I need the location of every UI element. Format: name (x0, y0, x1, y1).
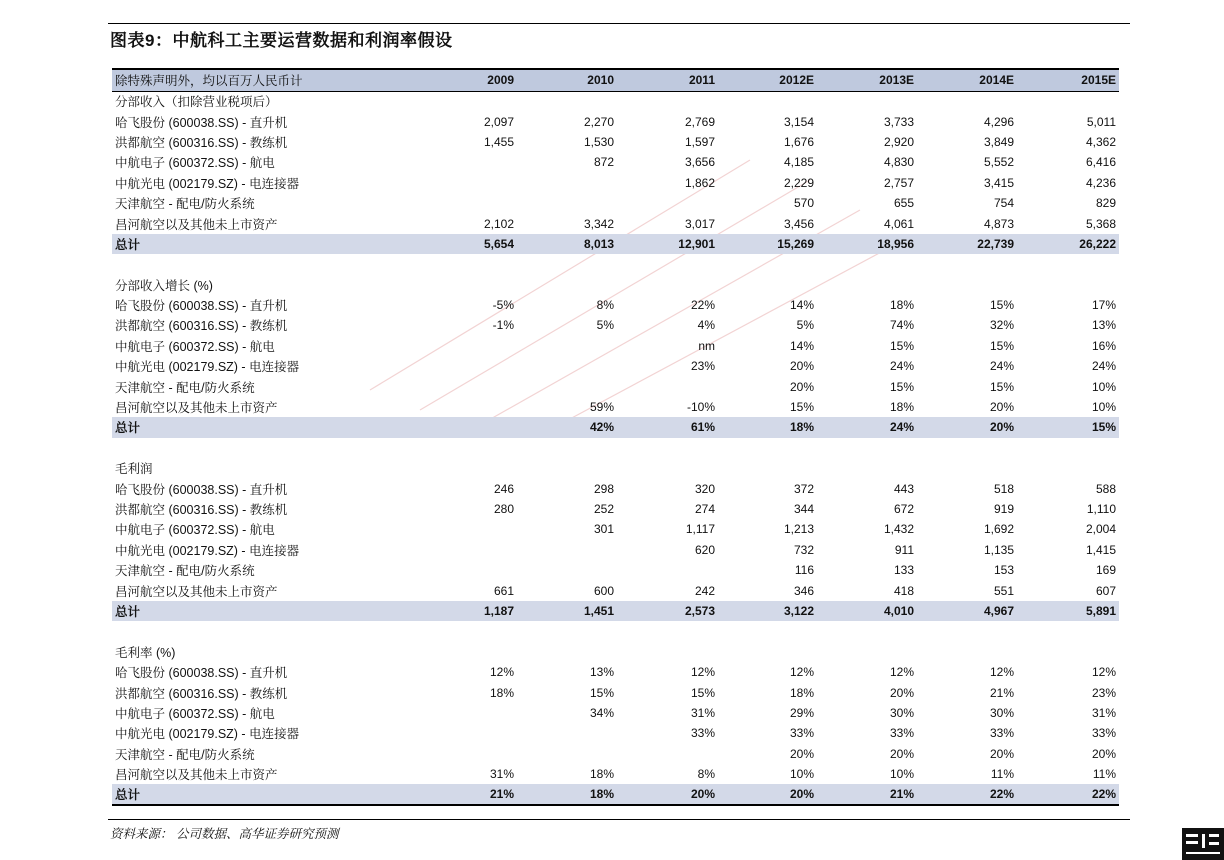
value-cell: 301 (593, 522, 614, 537)
value-cell: 8% (697, 767, 715, 782)
total-value-cell: 24% (889, 420, 914, 435)
total-value-cell: 4,010 (883, 603, 914, 618)
value-cell: 20% (1091, 746, 1116, 761)
value-cell: 10% (1091, 379, 1116, 394)
total-value-cell: 61% (690, 420, 715, 435)
value-cell (412, 723, 517, 743)
total-row (112, 784, 1119, 804)
value-cell: 1,597 (684, 134, 715, 149)
value-cell: 872 (593, 155, 614, 170)
row-label: 中航光电 (002179.SZ) - 电连接器 (115, 543, 300, 558)
section-spacer (112, 254, 1119, 274)
value-cell: -10% (686, 400, 715, 415)
value-cell: 133 (893, 563, 914, 578)
value-cell: 320 (694, 481, 715, 496)
value-cell: 20% (989, 746, 1014, 761)
table-row (112, 478, 1119, 498)
header-year: 2015E (1017, 69, 1119, 91)
value-cell: 24% (889, 359, 914, 374)
value-cell: 20% (789, 359, 814, 374)
total-value-cell: 5,654 (483, 236, 514, 251)
table-header-row (112, 69, 1119, 91)
value-cell: 20% (889, 746, 914, 761)
value-cell: 1,110 (1086, 502, 1116, 516)
value-cell: 11% (990, 767, 1014, 782)
value-cell (412, 376, 517, 396)
value-cell: 4,236 (1085, 175, 1116, 190)
value-cell: 18% (889, 400, 914, 415)
value-cell (412, 336, 517, 356)
value-cell: 4% (697, 318, 715, 333)
value-cell: 661 (493, 583, 514, 598)
total-value-cell: 22% (917, 784, 1017, 804)
value-cell: 3,154 (783, 114, 814, 129)
value-cell: 20% (989, 400, 1014, 415)
value-cell: 22% (690, 298, 715, 313)
spacer-cell (112, 438, 1119, 458)
value-cell: 1,117 (685, 522, 715, 537)
corner-logo-icon (1182, 818, 1224, 860)
value-cell: 18% (789, 685, 814, 700)
row-label: 哈飞股份 (600038.SS) - 直升机 (115, 482, 288, 497)
value-cell: 346 (793, 583, 814, 598)
section-title-row (112, 642, 1119, 662)
table-row (112, 744, 1119, 764)
table-row (112, 764, 1119, 784)
total-value-cell: 26,222 (1079, 236, 1116, 251)
total-value-cell: 18% (517, 784, 617, 804)
total-value-cell: 21% (412, 784, 517, 804)
value-cell: 3,733 (883, 114, 914, 129)
value-cell: 24% (1091, 359, 1116, 374)
total-value-cell: 1,451 (583, 603, 614, 618)
value-cell: 32% (989, 318, 1014, 333)
value-cell (412, 519, 517, 539)
total-label: 总计 (115, 604, 141, 619)
bottom-rule (108, 819, 1130, 820)
value-cell: 169 (1095, 563, 1116, 578)
value-cell (412, 356, 517, 376)
value-cell: 23% (1091, 685, 1116, 700)
value-cell: 12% (489, 665, 514, 680)
row-label: 中航电子 (600372.SS) - 航电 (115, 523, 275, 538)
table-row (112, 580, 1119, 600)
table-row (112, 193, 1119, 213)
table-row (112, 173, 1119, 193)
total-row (112, 234, 1119, 254)
total-value-cell: 1,187 (483, 603, 514, 618)
value-cell: 10% (889, 767, 914, 782)
section-spacer (112, 621, 1119, 641)
total-value-cell: 8,013 (583, 236, 614, 251)
value-cell: 21% (989, 685, 1014, 700)
value-cell: 20% (889, 685, 914, 700)
row-label: 洪都航空 (600316.SS) - 教练机 (115, 686, 288, 701)
value-cell: 919 (993, 502, 1014, 516)
table-row (112, 723, 1119, 743)
row-label: 天津航空 - 配电/防火系统 (115, 564, 255, 579)
value-cell: 33% (1091, 726, 1116, 741)
row-label: 哈飞股份 (600038.SS) - 直升机 (115, 115, 288, 130)
row-label: 天津航空 - 配电/防火系统 (115, 197, 255, 212)
section-title: 分部收入增长 (%) (115, 278, 213, 293)
row-label: 昌河航空以及其他未上市资产 (115, 401, 278, 416)
row-label: 洪都航空 (600316.SS) - 教练机 (115, 135, 288, 150)
section-title: 分部收入（扣除营业税项后） (115, 95, 278, 110)
value-cell: 3,656 (684, 155, 715, 170)
value-cell: 15% (690, 685, 715, 700)
value-cell (617, 560, 718, 580)
table-body (112, 91, 1119, 805)
value-cell: 5,011 (1086, 114, 1116, 129)
value-cell: 16% (1091, 338, 1116, 353)
row-label: 中航光电 (002179.SZ) - 电连接器 (115, 176, 300, 191)
total-value-cell: 42% (589, 420, 614, 435)
value-cell: 418 (893, 583, 914, 598)
table-row (112, 397, 1119, 417)
value-cell (517, 336, 617, 356)
value-cell: 829 (1095, 196, 1116, 211)
value-cell: 2,757 (883, 175, 914, 190)
value-cell: 2,102 (483, 216, 514, 231)
total-row (112, 417, 1119, 437)
value-cell (517, 744, 617, 764)
value-cell: 4,061 (883, 216, 914, 231)
total-value-cell (412, 417, 517, 437)
value-cell (517, 540, 617, 560)
value-cell: 5,552 (983, 155, 1014, 170)
top-rule (108, 23, 1130, 24)
value-cell (412, 397, 517, 417)
value-cell: 18% (889, 298, 914, 313)
value-cell: 74% (889, 318, 914, 333)
total-label: 总计 (112, 784, 412, 804)
value-cell: 12% (989, 665, 1014, 680)
total-value-cell: 18,956 (877, 236, 914, 251)
value-cell: 5,368 (1085, 216, 1116, 231)
row-label: 中航电子 (600372.SS) - 航电 (115, 339, 275, 354)
section-title-row (112, 91, 1119, 111)
table-row (112, 540, 1119, 560)
value-cell: 20% (789, 746, 814, 761)
value-cell (412, 560, 517, 580)
value-cell (517, 356, 617, 376)
value-cell (617, 193, 718, 213)
header-year: 2012E (718, 69, 817, 91)
value-cell: 1,135 (983, 542, 1014, 557)
value-cell: 372 (793, 481, 814, 496)
value-cell: 2,270 (583, 114, 614, 129)
value-cell: 4,362 (1085, 134, 1116, 149)
value-cell: 1,862 (684, 175, 715, 190)
value-cell: 4,873 (983, 216, 1014, 231)
value-cell: 23% (690, 359, 715, 374)
value-cell: 5% (596, 318, 614, 333)
table-row (112, 152, 1119, 172)
value-cell: 15% (589, 685, 614, 700)
value-cell: 2,920 (883, 134, 914, 149)
value-cell: 14% (789, 298, 814, 313)
value-cell: 59% (589, 400, 614, 415)
header-year: 2014E (917, 69, 1017, 91)
value-cell (517, 723, 617, 743)
value-cell (517, 376, 617, 396)
value-cell: 12% (690, 665, 715, 680)
section-title-row (112, 458, 1119, 478)
total-value-cell: 4,967 (983, 603, 1014, 618)
value-cell: 33% (690, 726, 715, 741)
total-row (112, 601, 1119, 621)
row-label: 中航光电 (002179.SZ) - 电连接器 (115, 360, 300, 375)
value-cell: 8% (596, 298, 614, 313)
value-cell (517, 173, 617, 193)
source-note: 资料来源： 公司数据、高华证券研究预测 (110, 827, 339, 841)
value-cell: 15% (889, 338, 914, 353)
value-cell (412, 703, 517, 723)
row-label: 洪都航空 (600316.SS) - 教练机 (115, 319, 288, 334)
total-label: 总计 (115, 237, 141, 252)
value-cell: -1% (492, 318, 514, 333)
table-row (112, 519, 1119, 539)
value-cell: 620 (694, 542, 715, 557)
value-cell: 13% (1091, 318, 1116, 333)
value-cell: 655 (893, 196, 914, 211)
total-value-cell: 20% (989, 420, 1014, 435)
value-cell: 2,229 (783, 175, 814, 190)
value-cell: 31% (690, 705, 715, 720)
table-row (112, 560, 1119, 580)
value-cell: 672 (893, 502, 914, 516)
value-cell: 2,097 (483, 114, 514, 129)
value-cell: 588 (1095, 481, 1116, 496)
total-value-cell: 15,269 (777, 236, 814, 251)
value-cell: 242 (694, 583, 715, 598)
value-cell: 1,692 (983, 522, 1014, 537)
spacer-cell (112, 621, 1119, 641)
value-cell: 3,342 (583, 216, 614, 231)
value-cell (617, 376, 718, 396)
table-row (112, 356, 1119, 376)
value-cell: 607 (1095, 583, 1116, 598)
value-cell: 1,676 (783, 134, 814, 149)
value-cell: 18% (589, 767, 614, 782)
value-cell: 15% (989, 379, 1014, 394)
value-cell: 246 (493, 481, 514, 496)
total-value-cell: 3,122 (783, 603, 814, 618)
row-label: 天津航空 - 配电/防火系统 (115, 380, 255, 395)
value-cell: 3,456 (783, 216, 814, 231)
header-year: 2013E (817, 69, 917, 91)
value-cell: 18% (489, 685, 514, 700)
value-cell: 11% (1092, 767, 1116, 782)
value-cell: 4,296 (983, 114, 1014, 129)
spacer-cell (112, 254, 1119, 274)
row-label: 天津航空 - 配电/防火系统 (115, 747, 255, 762)
value-cell: 4,185 (783, 155, 814, 170)
value-cell: 3,415 (983, 175, 1014, 190)
total-label: 总计 (115, 421, 141, 436)
value-cell: -5% (492, 298, 514, 313)
value-cell: 29% (789, 705, 814, 720)
value-cell: 20% (789, 379, 814, 394)
table-row (112, 132, 1119, 152)
total-value-cell: 22% (1017, 784, 1119, 804)
value-cell (517, 193, 617, 213)
row-label: 洪都航空 (600316.SS) - 教练机 (115, 503, 288, 517)
value-cell (412, 744, 517, 764)
value-cell: 2,004 (1085, 522, 1116, 537)
value-cell (412, 173, 517, 193)
value-cell: 30% (889, 705, 914, 720)
value-cell: 600 (593, 583, 614, 598)
table-row (112, 111, 1119, 131)
value-cell: 3,849 (983, 134, 1014, 149)
value-cell: 4,830 (883, 155, 914, 170)
value-cell: 12% (789, 665, 814, 680)
header-year: 2011 (617, 69, 718, 91)
value-cell: 2,769 (684, 114, 715, 129)
total-value-cell: 21% (817, 784, 917, 804)
value-cell: 443 (893, 481, 914, 496)
row-label: 中航电子 (600372.SS) - 航电 (115, 156, 275, 171)
header-year: 2009 (412, 69, 517, 91)
value-cell (617, 744, 718, 764)
value-cell: 14% (789, 338, 814, 353)
value-cell: 30% (989, 705, 1014, 720)
value-cell: 911 (894, 542, 914, 557)
section-title: 毛利润 (115, 462, 153, 477)
total-value-cell: 20% (617, 784, 718, 804)
total-value-cell: 18% (789, 420, 814, 435)
row-label: 昌河航空以及其他未上市资产 (115, 217, 278, 232)
table-row (112, 703, 1119, 723)
table-row (112, 499, 1119, 519)
value-cell: 24% (989, 359, 1014, 374)
row-label: 中航光电 (002179.SZ) - 电连接器 (115, 727, 300, 742)
value-cell: 33% (989, 726, 1014, 741)
value-cell: 33% (789, 726, 814, 741)
value-cell: 570 (793, 196, 814, 211)
value-cell (412, 152, 517, 172)
value-cell: 1,530 (583, 134, 614, 149)
row-label: 哈飞股份 (600038.SS) - 直升机 (115, 299, 288, 314)
value-cell: 15% (889, 379, 914, 394)
row-label: 昌河航空以及其他未上市资产 (115, 584, 278, 599)
value-cell: 1,432 (883, 522, 914, 537)
value-cell: 33% (889, 726, 914, 741)
value-cell: 15% (989, 338, 1014, 353)
value-cell: 17% (1091, 298, 1116, 313)
total-value-cell: 12,901 (678, 236, 715, 251)
value-cell: 10% (789, 767, 814, 782)
row-label: 昌河航空以及其他未上市资产 (115, 768, 278, 783)
table-row (112, 213, 1119, 233)
row-label: 哈飞股份 (600038.SS) - 直升机 (115, 666, 288, 681)
value-cell: 153 (993, 563, 1014, 578)
value-cell: 551 (993, 583, 1014, 598)
value-cell (412, 540, 517, 560)
header-unit-label: 除特殊声明外，均以百万人民币计 (112, 69, 412, 91)
value-cell: nm (698, 338, 715, 353)
section-spacer (112, 438, 1119, 458)
value-cell (517, 560, 617, 580)
value-cell: 754 (993, 196, 1014, 211)
total-value-cell: 2,573 (684, 603, 715, 618)
value-cell: 274 (694, 502, 715, 516)
table-row (112, 315, 1119, 335)
total-value-cell: 15% (1091, 420, 1116, 435)
table-row (112, 662, 1119, 682)
header-year: 2010 (517, 69, 617, 91)
table-row (112, 682, 1119, 702)
value-cell: 5% (796, 318, 814, 333)
value-cell: 298 (593, 481, 614, 496)
total-value-cell: 20% (718, 784, 817, 804)
value-cell: 1,415 (1085, 542, 1116, 557)
value-cell: 1,455 (483, 134, 514, 149)
value-cell: 15% (789, 400, 814, 415)
value-cell: 1,213 (783, 522, 814, 537)
page-title: 图表9：中航科工主要运营数据和利润率假设 (110, 31, 453, 50)
value-cell: 12% (1091, 665, 1116, 680)
value-cell: 34% (589, 705, 614, 720)
value-cell: 344 (793, 502, 814, 516)
value-cell: 13% (589, 665, 614, 680)
value-cell: 116 (794, 563, 814, 578)
total-value-cell: 22,739 (977, 236, 1014, 251)
value-cell: 732 (793, 542, 814, 557)
value-cell: 15% (989, 298, 1014, 313)
value-cell (412, 193, 517, 213)
value-cell: 252 (593, 502, 614, 516)
value-cell: 31% (489, 767, 514, 782)
table-row (112, 376, 1119, 396)
value-cell: 31% (1091, 705, 1116, 720)
operating-data-table (112, 68, 1119, 806)
value-cell: 6,416 (1085, 155, 1116, 170)
section-title-row (112, 275, 1119, 295)
row-label: 中航电子 (600372.SS) - 航电 (115, 706, 275, 721)
table-row (112, 295, 1119, 315)
table-row (112, 336, 1119, 356)
value-cell: 10% (1091, 400, 1116, 415)
value-cell: 518 (993, 481, 1014, 496)
value-cell: 280 (493, 502, 514, 516)
value-cell: 3,017 (684, 216, 715, 231)
value-cell: 12% (889, 665, 914, 680)
section-title: 毛利率 (%) (115, 645, 176, 660)
total-value-cell: 5,891 (1085, 603, 1116, 618)
